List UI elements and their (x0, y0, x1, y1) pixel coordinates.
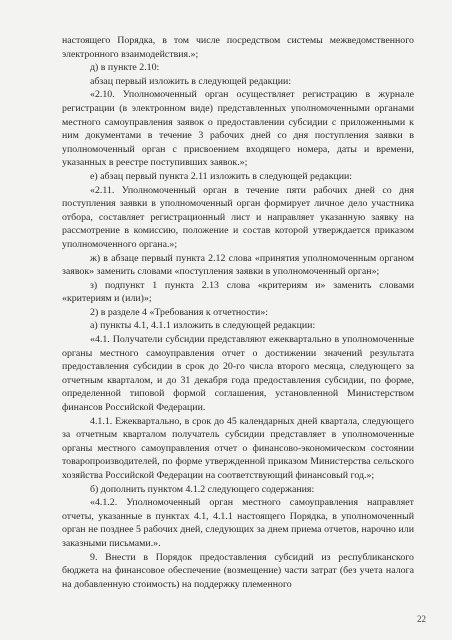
paragraph: 2) в разделе 4 «Требования к отчетности»: (90, 306, 269, 318)
document-body (62, 34, 414, 591)
page-number: 22 (417, 614, 426, 624)
paragraph: е) абзац первый пункта 2.11 изложить в следующей редакции: (90, 170, 353, 182)
paragraph: настоящего Порядка, в том числе посредством системы межведомственного электронного взаимодействия.»; (62, 35, 414, 60)
paragraph: абзац первый изложить в следующей редакции: (90, 75, 292, 87)
paragraph: д) в пункте 2.10: (90, 62, 160, 74)
paragraph: б) дополнить пунктом 4.1.2 следующего содержания: (90, 483, 315, 495)
paragraph: з) подпункт 1 пункта 2.13 слова «критериям и» заменить словами «критериям и (или)»; (62, 279, 414, 305)
paragraph: а) пункты 4.1, 4.1.1 изложить в следующей редакции: (90, 320, 316, 332)
paragraph: 9. Внести в Порядок предоставления субсидий из республиканского бюджета на финансовое обеспечение (возмещение) части затрат (без учета налога на добавленную стоимость) на поддержку племенного (62, 551, 414, 590)
paragraph: «2.10. Уполномоченный орган осуществляет регистрацию в журнале регистрации (в электронном виде) представленных уполномоченными органами местного самоуправления заявок о предоставлении субсидии с приложенными к ним документами в течение 3 рабочих дней со дня поступления заявки в уполномоченный орган с присвоением входящего номера, даты и времени, указанных в реестре поступивших заявок.»; (62, 89, 414, 169)
paragraph: «4.1. Получатели субсидии представляют ежеквартально в уполномоченные органы местного самоуправления отчет о достижении значений результата предоставления субсидии в срок до 20-го числа второго месяца, следующего за отчетным кварталом, и до 31 декабря года предоставления субсидии, по форме, определенной типовой формой соглашения, установленной Министерством финансов Российской Федерации. (62, 334, 414, 414)
paragraph: 4.1.1. Ежеквартально, в срок до 45 календарных дней квартала, следующего за отчетным кварталом получатель субсидии представляет в уполномоченные органы местного самоуправления отчет о финансово-экономическом состоянии товаропроизводителей, по форме утвержденной приказом Министерства сельского хозяйства Российской Федерации на соответствующий финансовый год.»; (62, 415, 414, 481)
paragraph: «2.11. Уполномоченный орган в течение пяти рабочих дней со дня поступления заявки в уполномоченный орган формирует личное дело участника отбора, составляет регистрационный лист и направляет указанную заявку на рассмотрение в комиссию, положение и состав которой утверждается приказом уполномоченного органа.»; (62, 184, 414, 250)
paragraph: «4.1.2. Уполномоченный орган местного самоуправления направляет отчеты, указанные в пунктах 4.1, 4.1.1 настоящего Порядка, в уполномоченный орган не позднее 5 рабочих дней, следующих за днем приема отчетов, нарочно или заказными письмами.». (62, 497, 414, 549)
paragraph: ж) в абзаце первый пункта 2.12 слова «принятия уполномоченным органом заявок» заменить словами «поступления заявки в уполномоченный орган»; (62, 252, 414, 278)
